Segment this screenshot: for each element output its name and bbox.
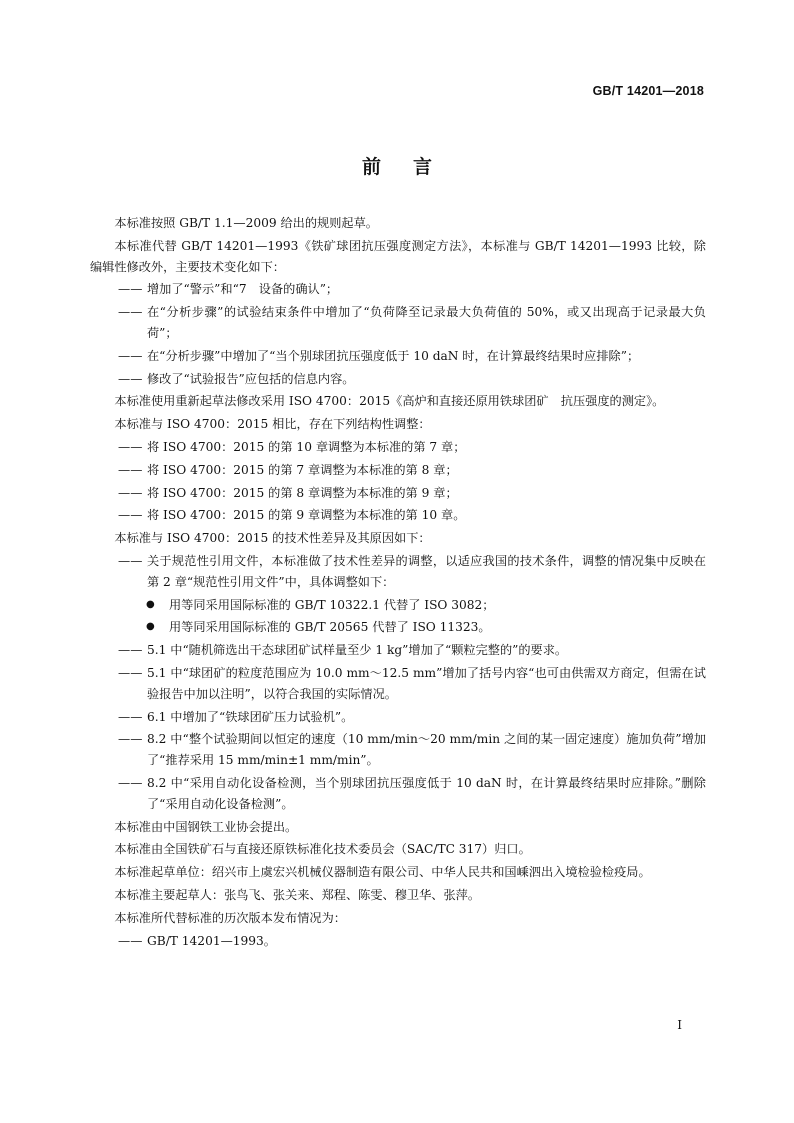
paragraph bbox=[90, 414, 706, 435]
dash-mark: —— bbox=[118, 485, 143, 500]
page-title: 前言 bbox=[361, 156, 464, 178]
dash-item-text: 在“分析步骤”中增加了“当个别球团抗压强度低于 10 daN 时，在计算最终结果时应排除”； bbox=[147, 348, 640, 363]
dash-item bbox=[90, 707, 706, 728]
dash-mark: —— bbox=[118, 933, 143, 948]
paragraph bbox=[90, 885, 706, 906]
paragraph bbox=[90, 213, 706, 234]
dash-item bbox=[90, 640, 706, 661]
dash-item bbox=[90, 369, 706, 390]
dash-item bbox=[90, 931, 706, 952]
bullet-item-text: 用等同采用国际标准的 GB/T 20565 代替了 ISO 11323。 bbox=[169, 620, 491, 635]
dash-mark: —— bbox=[118, 775, 143, 790]
dash-item-text: 将 ISO 4700：2015 的第 8 章调整为本标准的第 9 章； bbox=[147, 485, 458, 500]
bullet-item-text: 用等同采用国际标准的 GB/T 10322.1 代替了 ISO 3082； bbox=[169, 597, 495, 612]
dash-mark: —— bbox=[118, 665, 143, 680]
dash-item bbox=[90, 483, 706, 504]
paragraph-text: 本标准由全国铁矿石与直接还原铁标准化技术委员会（SAC/TC 317）归口。 bbox=[114, 842, 531, 857]
dash-mark: —— bbox=[118, 348, 143, 363]
dash-item-text: 将 ISO 4700：2015 的第 7 章调整为本标准的第 8 章； bbox=[147, 462, 458, 477]
dash-mark: —— bbox=[118, 709, 143, 724]
dash-mark: —— bbox=[118, 732, 143, 747]
dash-item-text: 8.2 中“整个试验期间以恒定的速度（10 mm/min～20 mm/min 之间的某一固定速度）施加负荷”增加了“推荐采用 15 mm/min±1 mm/min”。 bbox=[147, 732, 706, 768]
paragraph bbox=[90, 528, 706, 549]
dash-item bbox=[90, 279, 706, 300]
paragraph-text: 本标准由中国钢铁工业协会提出。 bbox=[114, 819, 298, 834]
dash-item bbox=[90, 773, 706, 815]
dash-item bbox=[90, 302, 706, 344]
dash-mark: —— bbox=[118, 282, 143, 297]
dash-item-text: 在“分析步骤”的试验结束条件中增加了“负荷降至记录最大负荷值的 50%，或又出现高于记录最大负荷”； bbox=[147, 305, 706, 340]
paragraph bbox=[90, 862, 706, 883]
bullet-item bbox=[90, 617, 706, 638]
paragraph-text: 本标准与 ISO 4700：2015 相比，存在下列结构性调整： bbox=[114, 417, 431, 432]
dash-mark: —— bbox=[118, 643, 143, 658]
paragraph bbox=[90, 839, 706, 860]
dash-item bbox=[90, 346, 706, 367]
bullet-item bbox=[90, 595, 706, 616]
paragraph-text: 本标准与 ISO 4700：2015 的技术性差异及其原因如下： bbox=[114, 531, 431, 546]
dash-item-text: 6.1 中增加了“铁球团矿压力试验机”。 bbox=[147, 709, 354, 724]
dash-mark: —— bbox=[118, 553, 143, 568]
dash-item-text: 8.2 中“采用自动化设备检测，当个别球团抗压强度低于 10 daN 时，在计算最终结果时应排除。”删除了“采用自动化设备检测”。 bbox=[147, 775, 706, 811]
bullet-icon: ● bbox=[146, 598, 155, 610]
bullet-icon: ● bbox=[146, 621, 155, 633]
dash-mark: —— bbox=[118, 508, 143, 523]
paragraph-text: 本标准使用重新起草法修改采用 ISO 4700：2015《高炉和直接还原用铁球团矿 抗压强度的测定》。 bbox=[114, 394, 665, 409]
paragraph-text: 本标准主要起草人：张鸟飞、张关来、郑程、陈雯、穆卫华、张萍。 bbox=[114, 887, 481, 902]
paragraph-text: 本标准代替 GB/T 14201—1993《铁矿球团抗压强度测定方法》，本标准与 GB/T 14201—1993 比较，除编辑性修改外，主要技术变化如下： bbox=[90, 238, 706, 274]
dash-item bbox=[90, 551, 706, 593]
dash-item-text: 修改了“试验报告”应包括的信息内容。 bbox=[147, 371, 355, 386]
paragraph bbox=[90, 236, 706, 278]
dash-mark: —— bbox=[118, 305, 143, 320]
dash-item-text: 增加了“警示”和“7 设备的确认”； bbox=[147, 282, 339, 297]
dash-mark: —— bbox=[118, 462, 143, 477]
dash-mark: —— bbox=[118, 371, 143, 386]
dash-item bbox=[90, 729, 706, 771]
paragraph bbox=[90, 908, 706, 929]
dash-item-text: 5.1 中“随机筛选出干态球团矿试样量至少 1 kg”增加了“颗粒完整的”的要求。 bbox=[147, 643, 568, 658]
dash-item-text: GB/T 14201—1993。 bbox=[147, 933, 276, 948]
dash-mark: —— bbox=[118, 439, 143, 454]
dash-item bbox=[90, 663, 706, 705]
dash-item-text: 将 ISO 4700：2015 的第 9 章调整为本标准的第 10 章。 bbox=[147, 508, 466, 523]
foreword-body bbox=[90, 213, 706, 953]
paragraph-text: 本标准起草单位：绍兴市上虞宏兴机械仪器制造有限公司、中华人民共和国嵊泗出入境检验检疫局。 bbox=[114, 865, 651, 880]
paragraph-text: 本标准按照 GB/T 1.1—2009 给出的规则起草。 bbox=[114, 216, 378, 230]
paragraph bbox=[90, 817, 706, 838]
dash-item bbox=[90, 437, 706, 458]
paragraph bbox=[90, 391, 706, 412]
paragraph-text: 本标准所代替标准的历次版本发布情况为： bbox=[114, 910, 346, 925]
dash-item-text: 5.1 中“球团矿的粒度范围应为 10.0 mm～12.5 mm”增加了括号内容“也可由供需双方商定，但需在试验报告中加以注明”，以符合我国的实际情况。 bbox=[147, 665, 706, 701]
standard-code-header: GB/T 14201—2018 bbox=[592, 84, 704, 98]
dash-item-text: 关于规范性引用文件，本标准做了技术性差异的调整，以适应我国的技术条件，调整的情况集中反映在第 2 章“规范性引用文件”中，具体调整如下： bbox=[147, 553, 706, 589]
dash-item-text: 将 ISO 4700：2015 的第 10 章调整为本标准的第 7 章； bbox=[147, 439, 466, 454]
dash-item bbox=[90, 505, 706, 526]
dash-item bbox=[90, 460, 706, 481]
page-number: I bbox=[677, 1018, 682, 1032]
